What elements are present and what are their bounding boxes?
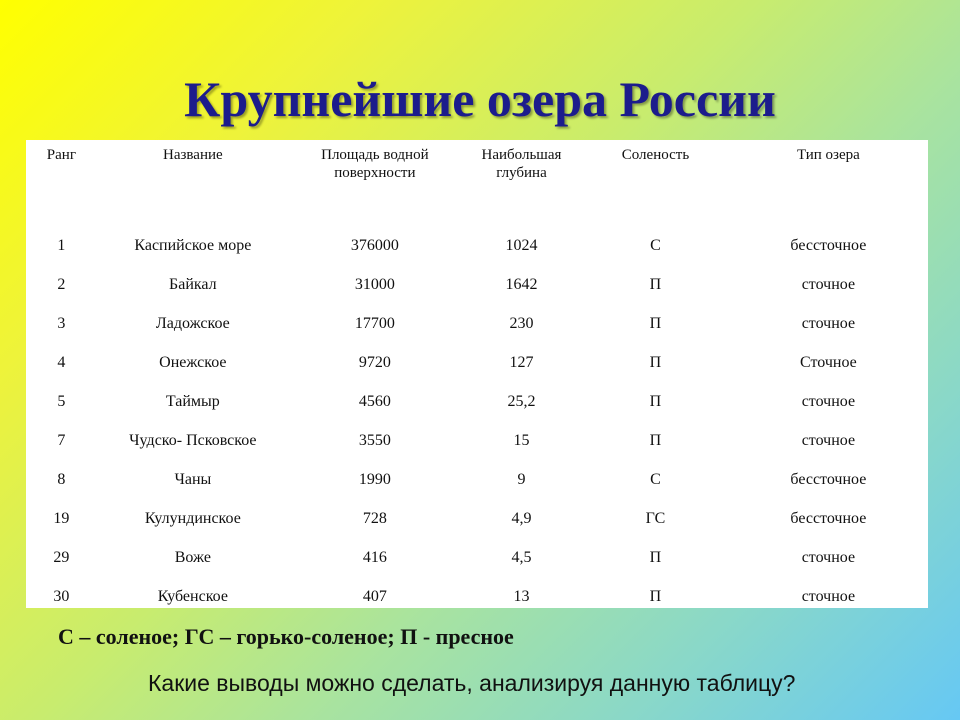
cell-salinity: П [649, 353, 662, 371]
cell-depth: 4,5 [511, 548, 532, 566]
cell-salinity: П [649, 275, 662, 293]
cell-salinity: П [649, 392, 662, 410]
lakes-table-container [26, 140, 928, 608]
cell-depth: 1642 [505, 275, 538, 293]
cell-name: Чаны [174, 470, 212, 488]
header-lake-type: Тип озера [796, 147, 860, 163]
cell-rank: 3 [57, 314, 66, 332]
cell-name: Чудско- Псковское [129, 431, 257, 449]
lakes-table [26, 140, 928, 616]
cell-salinity: С [650, 236, 661, 254]
cell-salinity: ГС [645, 509, 666, 527]
cell-name: Ладожское [155, 314, 230, 332]
salinity-legend: С – соленое; ГС – горько-соленое; П - пресное [58, 624, 514, 649]
cell-lake-type: сточное [801, 548, 856, 566]
cell-lake-type: бессточное [790, 509, 867, 527]
cell-depth: 127 [509, 353, 534, 371]
table-row [26, 304, 928, 343]
cell-rank: 5 [57, 392, 66, 410]
table-row [26, 538, 928, 577]
cell-depth: 15 [513, 431, 530, 449]
table-row [26, 226, 928, 265]
header-rank: Ранг [46, 147, 76, 163]
cell-rank: 29 [53, 548, 70, 566]
header-name: Название [163, 147, 223, 163]
cell-name: Таймыр [165, 392, 220, 410]
cell-lake-type: бессточное [790, 470, 867, 488]
cell-salinity: П [649, 314, 662, 332]
cell-name: Каспийское море [134, 236, 252, 254]
cell-area: 376000 [350, 236, 399, 254]
cell-depth: 9 [517, 470, 526, 488]
cell-lake-type: Сточное [800, 353, 857, 371]
cell-lake-type: сточное [801, 275, 856, 293]
question-text: Какие выводы можно сделать, анализируя данную таблицу? [148, 670, 796, 696]
cell-name: Онежское [159, 353, 227, 371]
cell-rank: 8 [57, 470, 66, 488]
cell-depth: 230 [509, 314, 534, 332]
header-depth: Наибольшая глубина [481, 147, 562, 181]
table-header-row [26, 140, 928, 226]
cell-area: 728 [362, 509, 387, 527]
cell-lake-type: сточное [801, 392, 856, 410]
cell-rank: 7 [57, 431, 66, 449]
cell-area: 17700 [354, 314, 395, 332]
header-salinity: Соленость [621, 147, 690, 163]
cell-lake-type: сточное [801, 431, 856, 449]
cell-area: 407 [362, 587, 387, 605]
table-row [26, 460, 928, 499]
cell-area: 31000 [354, 275, 395, 293]
cell-name: Кулундинское [144, 509, 241, 527]
table-row [26, 499, 928, 538]
cell-rank: 4 [57, 353, 66, 371]
cell-salinity: П [649, 587, 662, 605]
cell-name: Кубенское [157, 587, 228, 605]
cell-rank: 30 [53, 587, 70, 605]
cell-lake-type: сточное [801, 587, 856, 605]
cell-lake-type: сточное [801, 314, 856, 332]
cell-area: 3550 [358, 431, 391, 449]
cell-depth: 4,9 [511, 509, 532, 527]
table-row [26, 577, 928, 616]
page-title: Крупнейшие озера России [184, 71, 776, 127]
cell-area: 9720 [358, 353, 391, 371]
cell-rank: 2 [57, 275, 66, 293]
table-row [26, 265, 928, 304]
cell-name: Байкал [169, 275, 217, 293]
header-area: Площадь водной поверхности [321, 147, 429, 181]
cell-rank: 19 [53, 509, 70, 527]
cell-area: 1990 [358, 470, 391, 488]
table-row [26, 343, 928, 382]
cell-name: Воже [174, 548, 211, 566]
cell-depth: 1024 [505, 236, 538, 254]
cell-salinity: П [649, 431, 662, 449]
cell-area: 4560 [358, 392, 391, 410]
cell-salinity: П [649, 548, 662, 566]
cell-depth: 13 [513, 587, 530, 605]
cell-lake-type: бессточное [790, 236, 867, 254]
table-row [26, 421, 928, 460]
cell-depth: 25,2 [507, 392, 536, 410]
cell-salinity: С [650, 470, 661, 488]
table-body [26, 226, 928, 616]
table-row [26, 382, 928, 421]
cell-area: 416 [362, 548, 387, 566]
cell-rank: 1 [57, 236, 66, 254]
